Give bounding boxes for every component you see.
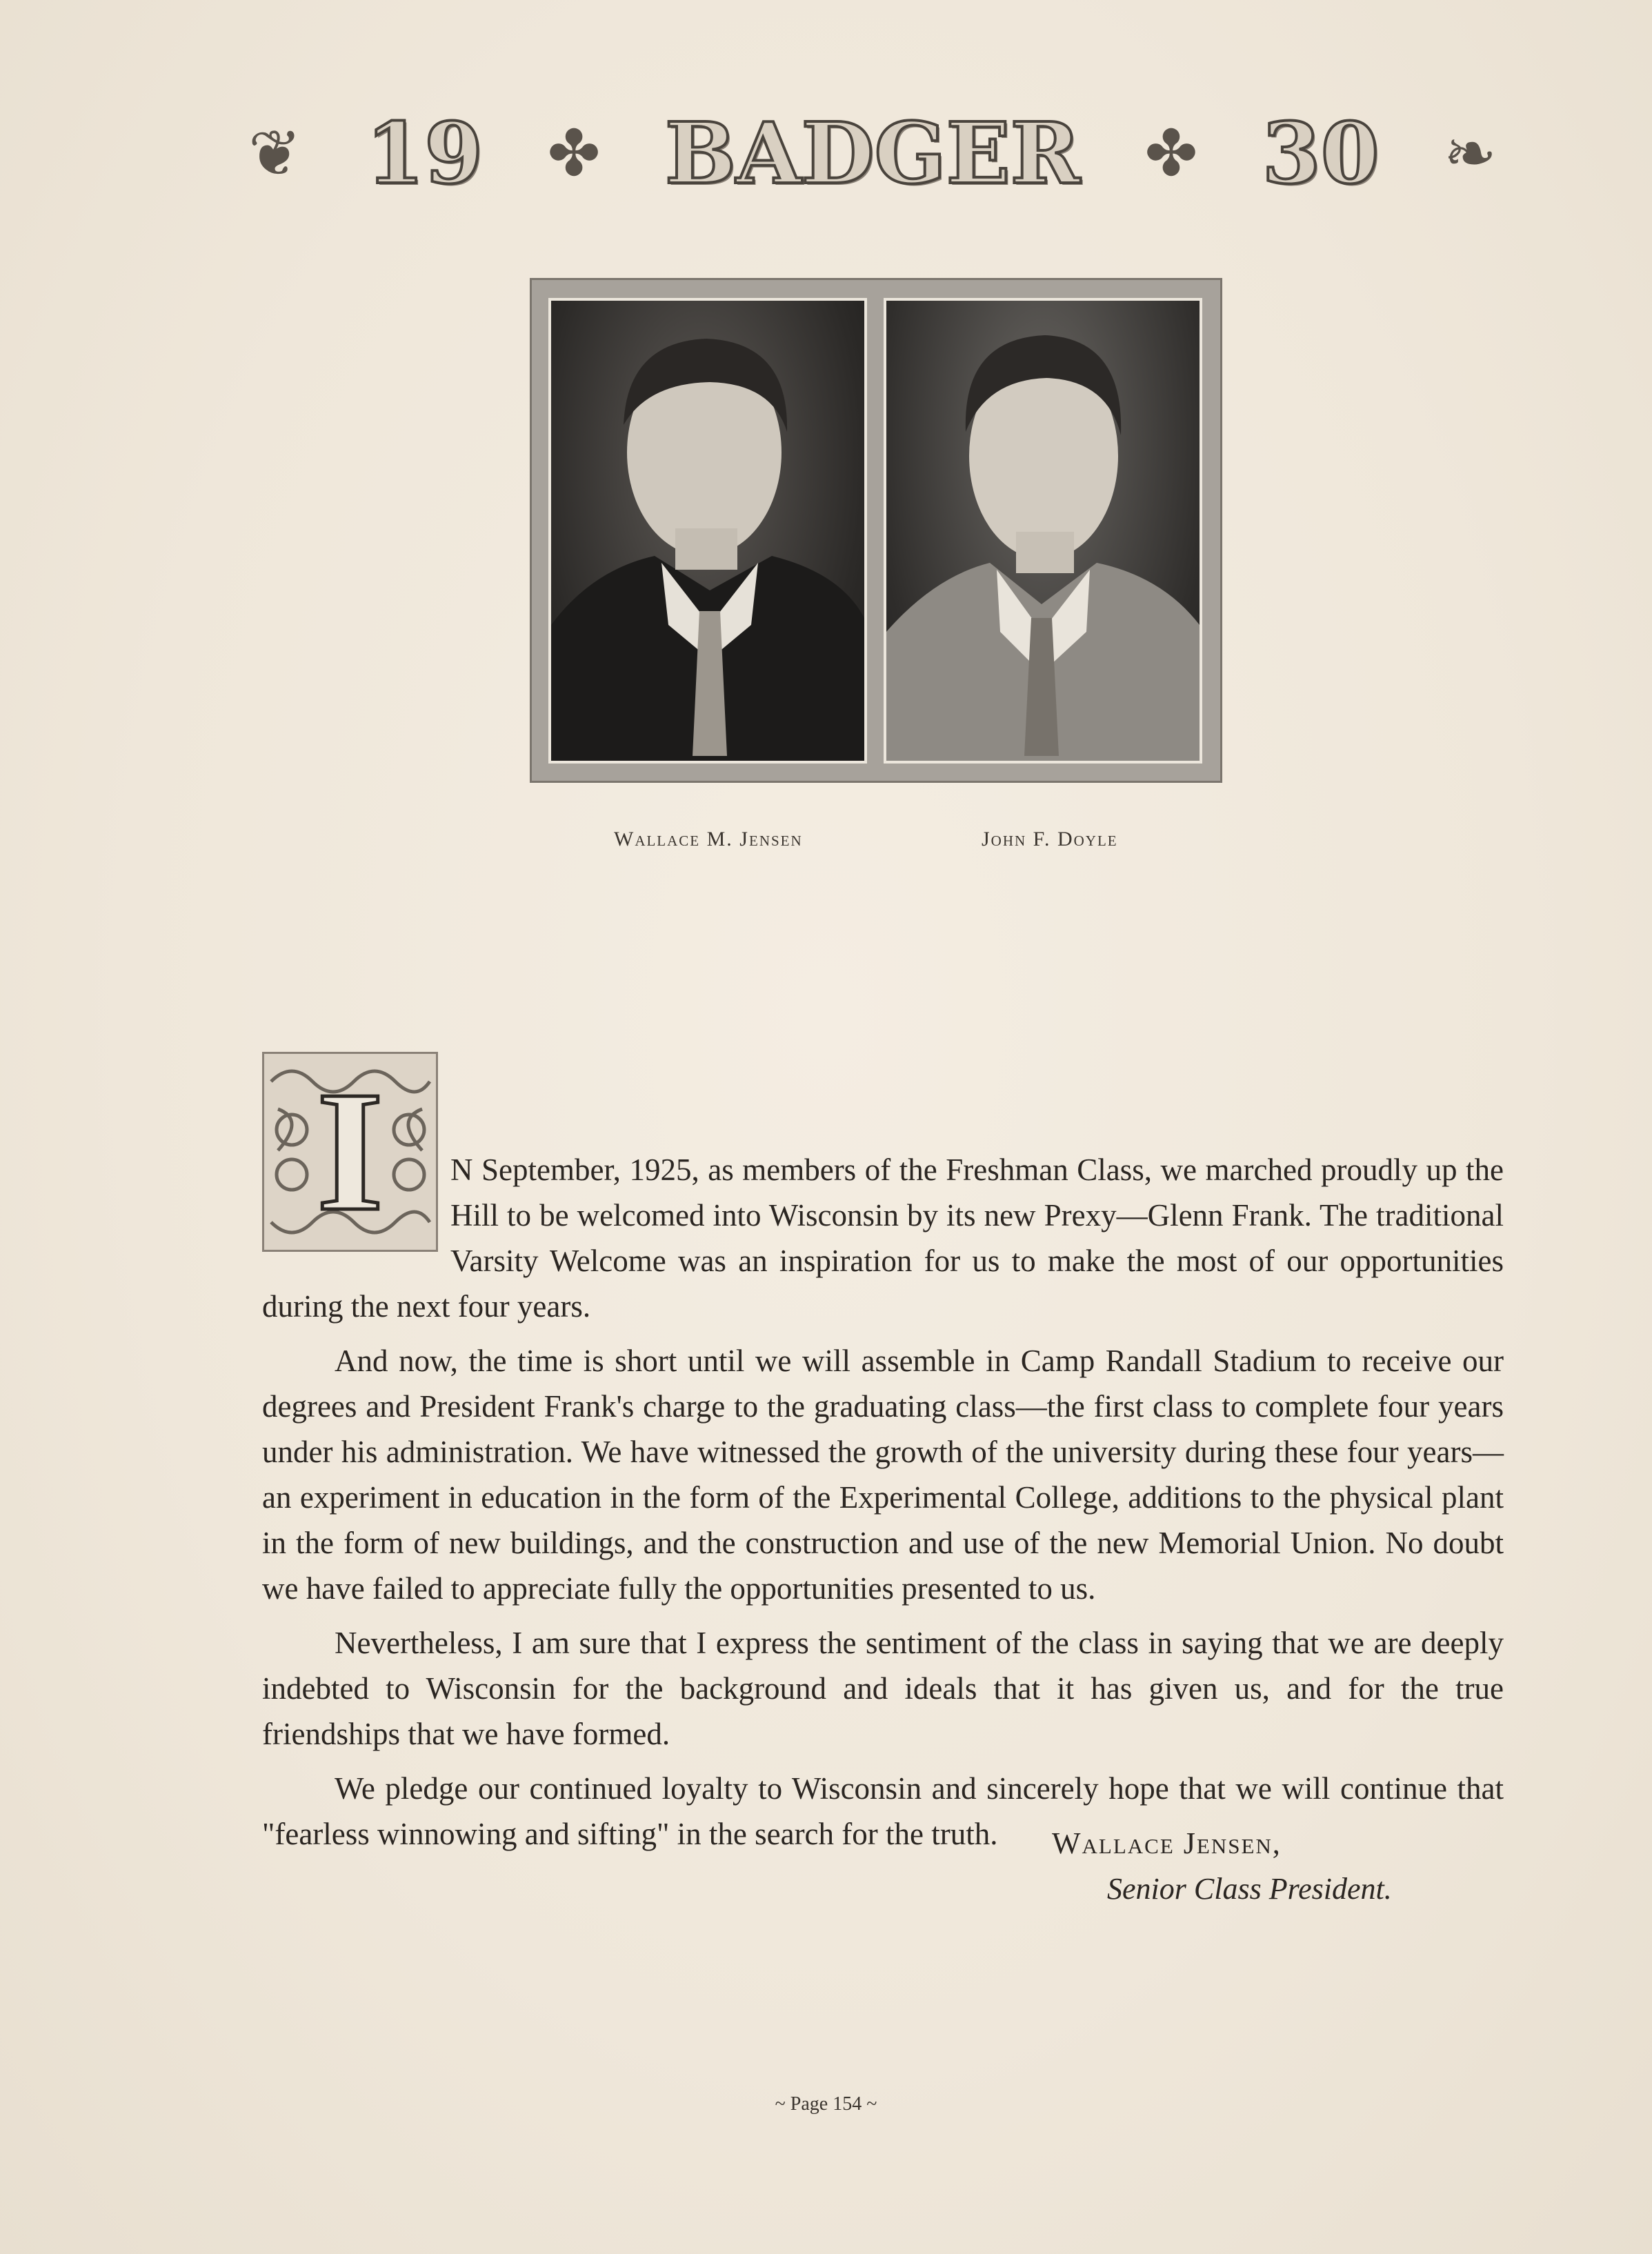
ornament-icon: ✤ [547,117,601,190]
portrait-figure-left [551,301,864,761]
letter-body [262,1052,1504,1866]
masthead-year-part-2: 30 [1262,103,1380,203]
signature-block [1052,1821,1392,1912]
paragraph-3: Nevertheless, I am sure that I express the sentiment of the class in saying that we are deeply indebted to Wisconsin for the background and ideals that it has given us, and for the true friendships that we have formed. [262,1626,1504,1751]
page-number: ~ Page 154 ~ [775,2093,877,2115]
ornament-icon: ❧ [1443,117,1497,190]
paragraph-1 [262,1056,1504,1329]
masthead-title: BADGER [664,103,1081,203]
dropcap-letter: I [316,1056,384,1247]
signature-name: Wallace Jensen, [1052,1826,1282,1860]
masthead [248,103,1497,203]
paragraph-4: We pledge our continued loyalty to Wisconsin and sincerely hope that we will continue that "fearless winnowing and sifting" in the search for the truth. [262,1771,1504,1851]
ornamental-dropcap [262,1052,438,1252]
portrait-figure-right [886,301,1200,761]
portrait-plate [530,278,1222,783]
caption-right: John F. Doyle [982,828,1118,850]
portrait-photo-right [884,298,1202,764]
paragraph-2: And now, the time is short until we will assemble in Camp Randall Stadium to receive our degrees and President Frank's charge to the graduating class—the first class to complete four years under his administration. We have witnessed the growth of the university during these four years—an experiment in education in the form of the Experimental College, additions to the physical plant in the form of new buildings, and the construction and use of the new Memorial Union. No doubt we have failed to appreciate fully the opportunities presented to us. [262,1344,1504,1606]
masthead-year-part-1: 19 [366,103,484,203]
caption-left: Wallace M. Jensen [614,828,803,850]
paragraph-1-text: N September, 1925, as members of the Freshman Class, we marched proudly up the Hill to be welcomed into Wisconsin by its new Prexy—Glenn Frank. The traditional Varsity Welcome was an inspiration for us to make the most of our opportunities during the next four years. [262,1153,1504,1324]
signature-title: Senior Class President. [1107,1872,1392,1906]
ornament-icon: ✤ [1144,117,1198,190]
ornament-icon: ❦ [248,117,302,190]
portrait-photo-left [548,298,867,764]
